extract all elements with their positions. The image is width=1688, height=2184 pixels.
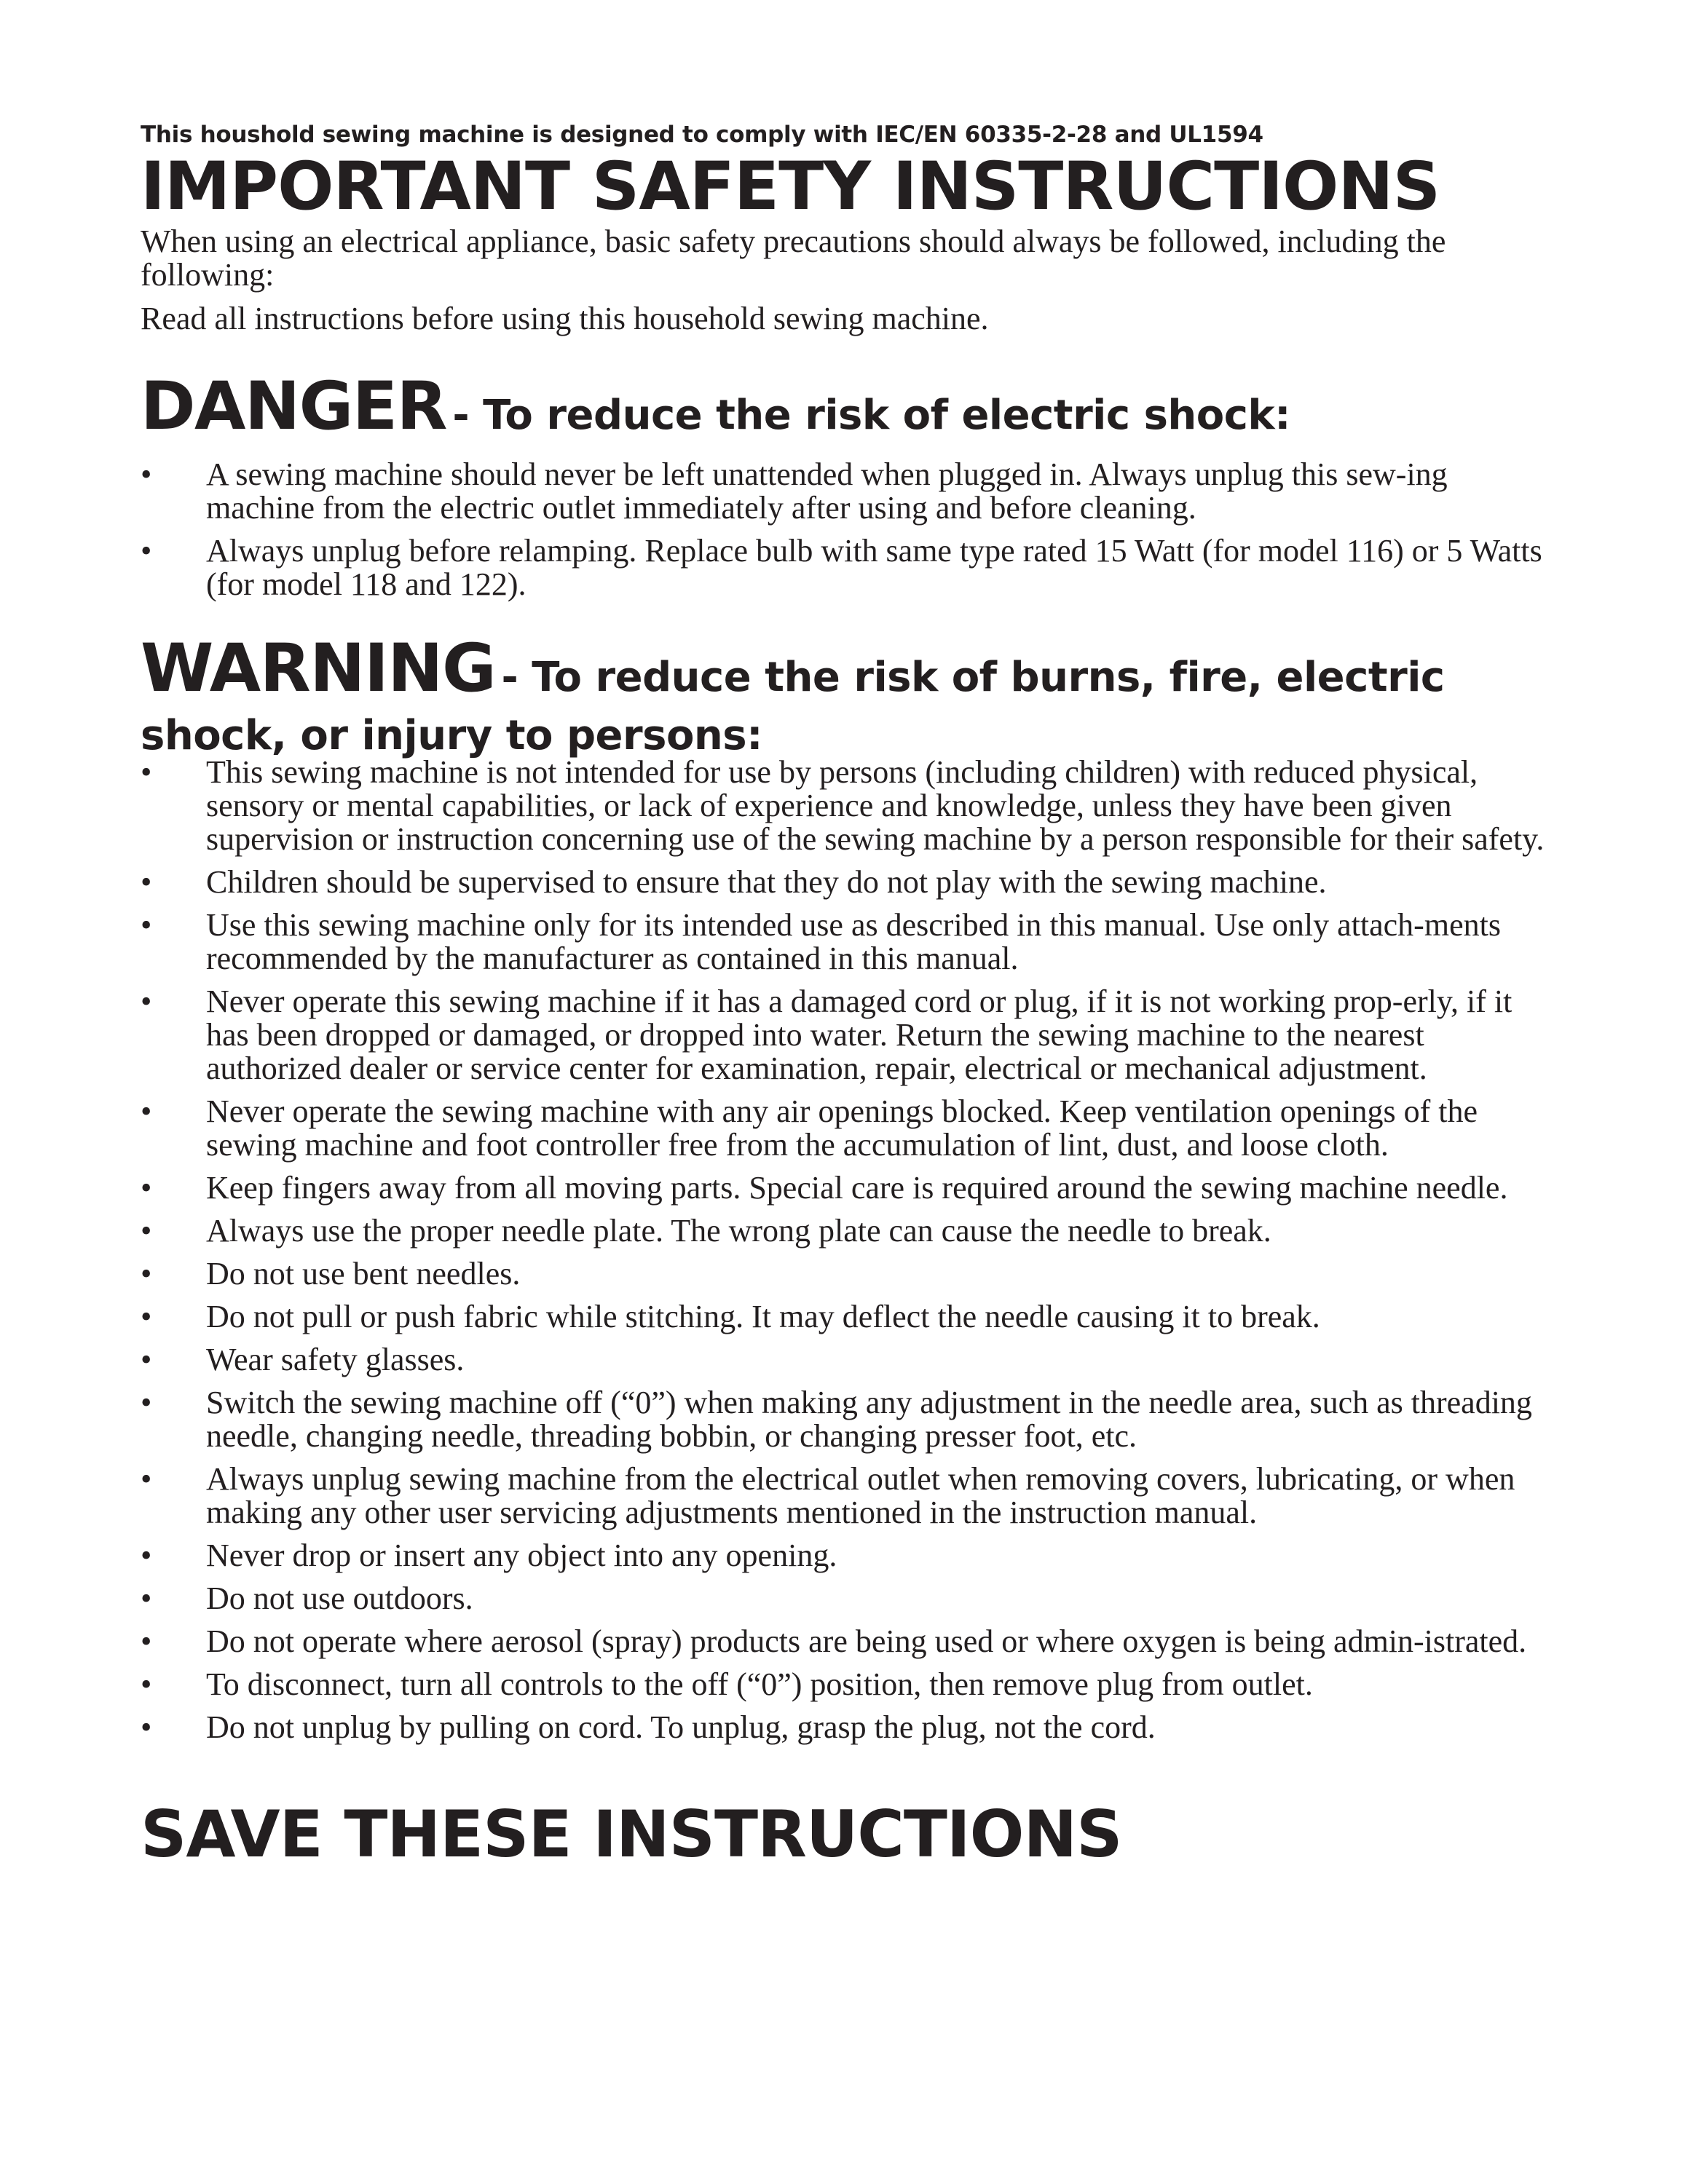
- list-item-text: Do not use outdoors.: [206, 1580, 473, 1616]
- warning-heading: [141, 630, 1561, 759]
- list-item-text: A sewing machine should never be left unattended when plugged in. Always unplug this sew-ing machine from the electric outlet immediately after using and before cleaning.: [206, 456, 1448, 526]
- list-item-text: Never operate the sewing machine with any air openings blocked. Keep ventilation openings of the sewing machine and foot controller free from the accumulation of lint, dust, and loose cloth.: [206, 1093, 1478, 1163]
- list-item-text: Always use the proper needle plate. The wrong plate can cause the needle to break.: [206, 1213, 1271, 1249]
- list-item: [141, 985, 1561, 1085]
- bullet-mark: •: [141, 1342, 152, 1377]
- bullet-mark: •: [141, 984, 152, 1019]
- intro-paragraph: When using an electrical appliance, basic safety precautions should always be followed, including the following:: [141, 223, 1446, 293]
- bullet-mark: •: [141, 1256, 152, 1291]
- list-item: [141, 909, 1561, 976]
- danger-heading: [141, 368, 1561, 458]
- bullet-mark: •: [141, 1623, 152, 1659]
- list-item-text: To disconnect, turn all controls to the off (“0”) position, then remove plug from outlet.: [206, 1666, 1313, 1702]
- warning-subtitle-continued: shock, or injury to persons:: [141, 712, 763, 759]
- page-title: IMPORTANT SAFETY INSTRUCTIONS: [141, 149, 1440, 225]
- bullet-mark: •: [141, 1461, 152, 1497]
- list-item-text: Do not use bent needles.: [206, 1256, 521, 1291]
- document-page: [141, 120, 1561, 1872]
- bullet-mark: •: [141, 907, 152, 943]
- warning-label: WARNING: [141, 630, 496, 707]
- bullet-mark: •: [141, 1213, 152, 1249]
- list-item: [141, 1300, 1561, 1334]
- list-item: [141, 1668, 1561, 1701]
- list-item: [141, 1463, 1561, 1530]
- bullet-mark: •: [141, 456, 152, 492]
- list-item: [141, 1095, 1561, 1162]
- bullet-mark: •: [141, 1709, 152, 1745]
- danger-list: [141, 458, 1561, 601]
- list-item: [141, 1582, 1561, 1615]
- list-item: [141, 1539, 1561, 1572]
- list-item: [141, 534, 1561, 601]
- bullet-mark: •: [141, 754, 152, 790]
- save-instructions-title: SAVE THESE INSTRUCTIONS: [141, 1797, 1122, 1872]
- list-item-text: Use this sewing machine only for its intended use as described in this manual. Use only attach-ments recommended by the manufacturer as contained in this manual.: [206, 907, 1501, 976]
- bullet-mark: •: [141, 533, 152, 569]
- list-item: [141, 1257, 1561, 1291]
- warning-subtitle: - To reduce the risk of burns, fire, electric: [501, 654, 1445, 701]
- bullet-mark: •: [141, 1538, 152, 1573]
- bullet-mark: •: [141, 1385, 152, 1420]
- list-item-text: Do not unplug by pulling on cord. To unplug, grasp the plug, not the cord.: [206, 1709, 1156, 1745]
- warning-list: [141, 756, 1561, 1744]
- list-item: [141, 458, 1561, 525]
- list-item: [141, 1386, 1561, 1453]
- danger-subtitle: - To reduce the risk of electric shock:: [452, 392, 1291, 439]
- list-item-text: Wear safety glasses.: [206, 1342, 465, 1377]
- danger-label: DANGER: [141, 368, 447, 445]
- list-item-text: Never drop or insert any object into any opening.: [206, 1538, 837, 1573]
- bullet-mark: •: [141, 1666, 152, 1702]
- read-all-paragraph: Read all instructions before using this household sewing machine.: [141, 301, 989, 336]
- list-item: [141, 1171, 1561, 1205]
- bullet-mark: •: [141, 1580, 152, 1616]
- list-item-text: Do not operate where aerosol (spray) products are being used or where oxygen is being admin-istrated.: [206, 1623, 1527, 1659]
- list-item: [141, 1214, 1561, 1248]
- list-item: [141, 1625, 1561, 1658]
- list-item-text: Children should be supervised to ensure that they do not play with the sewing machine.: [206, 864, 1327, 900]
- compliance-note: This houshold sewing machine is designed to comply with IEC/EN 60335-2-28 and UL1594: [141, 122, 1263, 148]
- bullet-mark: •: [141, 1170, 152, 1206]
- bullet-mark: •: [141, 1093, 152, 1129]
- list-item-text: Do not pull or push fabric while stitching. It may deflect the needle causing it to break.: [206, 1299, 1320, 1334]
- list-item-text: Always unplug sewing machine from the electrical outlet when removing covers, lubricating, or when making any other user servicing adjustments mentioned in the instruction manual.: [206, 1461, 1515, 1530]
- list-item: [141, 1711, 1561, 1744]
- list-item: [141, 756, 1561, 856]
- list-item: [141, 1343, 1561, 1377]
- bullet-mark: •: [141, 864, 152, 900]
- list-item: [141, 866, 1561, 899]
- list-item-text: Never operate this sewing machine if it has a damaged cord or plug, if it is not working prop-erly, if it has been dropped or damaged, or dropped into water. Return the sewing machine to the nearest authorized dealer or service center for examination, repair, electrical or mechanical adjustment.: [206, 984, 1513, 1086]
- list-item-text: Always unplug before relamping. Replace bulb with same type rated 15 Watt (for model 116) or 5 Watts (for model 118 and 122).: [206, 533, 1542, 602]
- list-item-text: This sewing machine is not intended for use by persons (including children) with reduced physical, sensory or mental capabilities, or lack of experience and knowledge, unless they have been given supervision or instruction concerning use of the sewing machine by a person responsible for their safety.: [206, 754, 1545, 857]
- list-item-text: Switch the sewing machine off (“0”) when making any adjustment in the needle area, such as threading needle, changing needle, threading bobbin, or changing presser foot, etc.: [206, 1385, 1532, 1454]
- bullet-mark: •: [141, 1299, 152, 1334]
- list-item-text: Keep fingers away from all moving parts. Special care is required around the sewing machine needle.: [206, 1170, 1508, 1206]
